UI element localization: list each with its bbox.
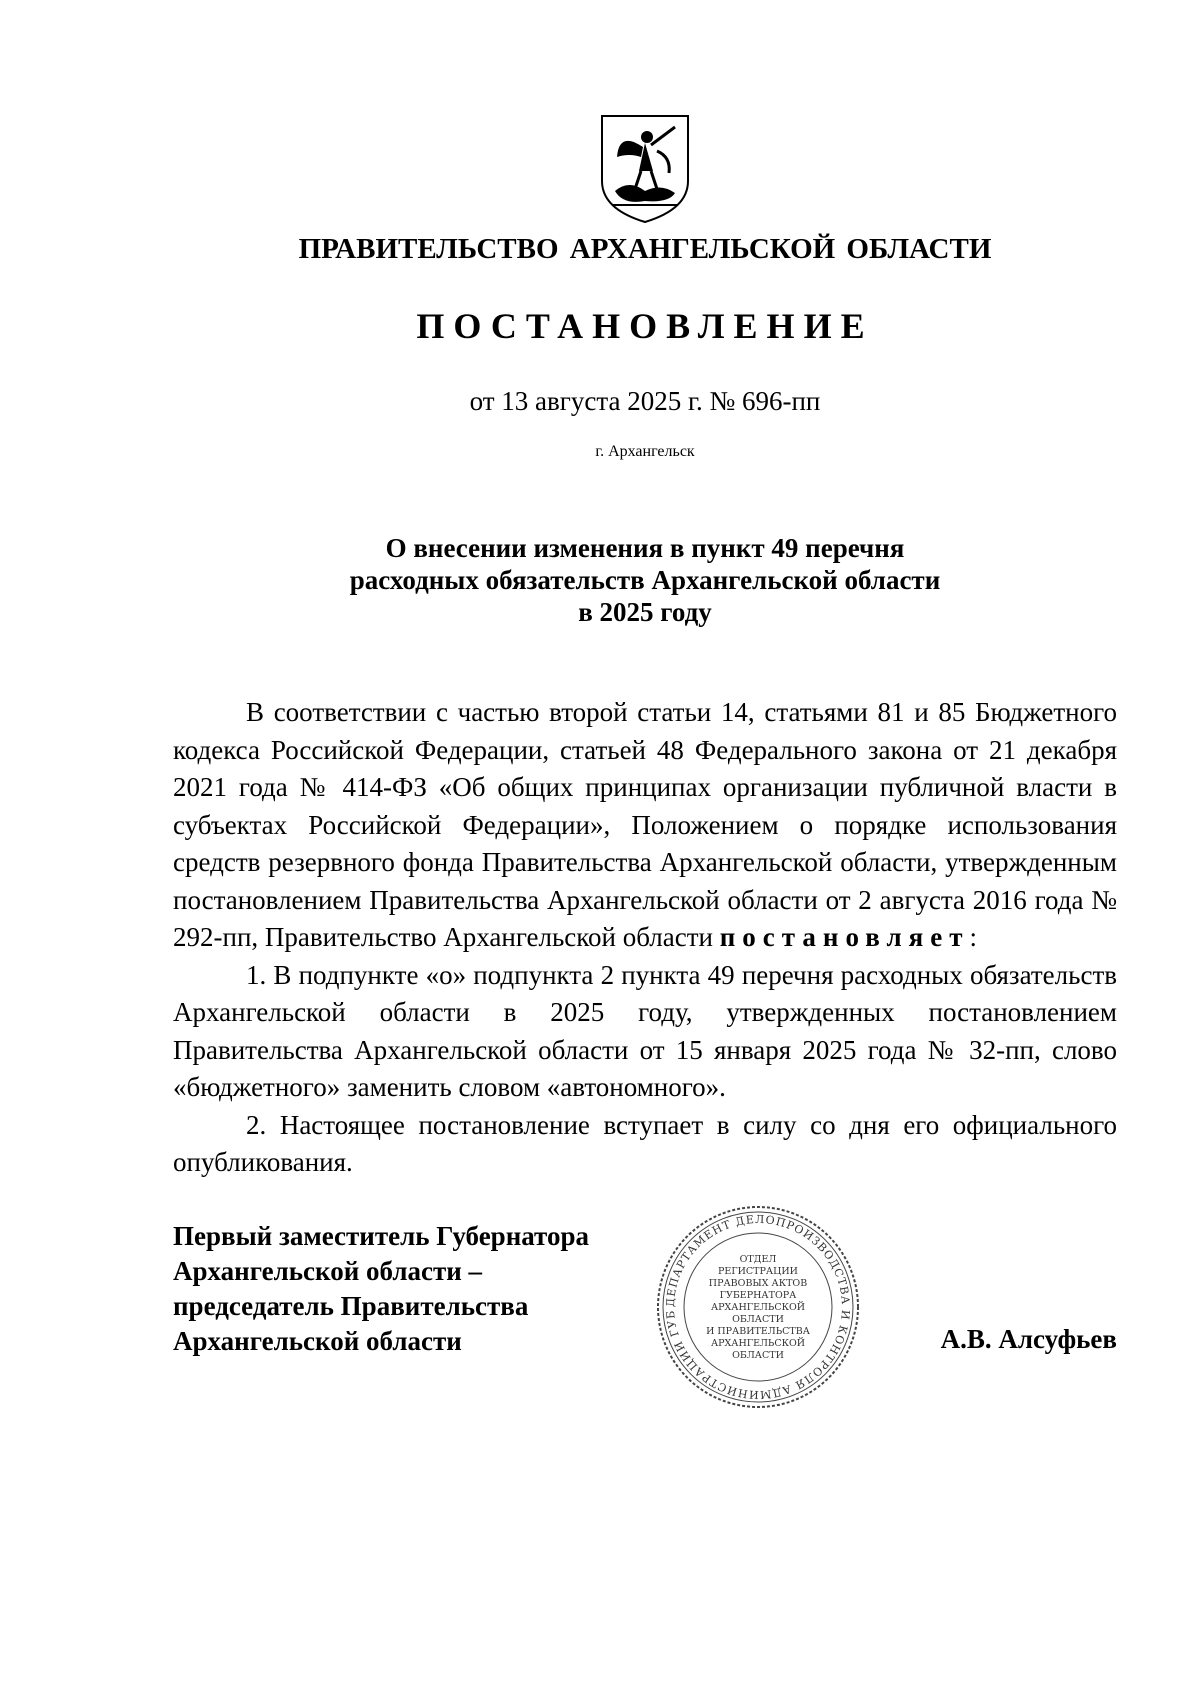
signer-line: Первый заместитель Губернатора (173, 1221, 589, 1251)
document-title (0, 532, 1200, 628)
official-seal (655, 1204, 861, 1410)
signer-line: председатель Правительства (173, 1291, 529, 1321)
seal-line: АРХАНГЕЛЬСКОЙ (710, 1338, 806, 1349)
coat-of-arms-icon (599, 113, 691, 225)
resolves-word: постановляет (719, 922, 970, 952)
seal-line: ОБЛАСТИ (732, 1314, 784, 1325)
document-date-number: от 13 августа 2025 г. № 696-пп (469, 386, 821, 416)
preamble-text: В соответствии с частью второй статьи 14, статьями 81 и 85 Бюджетного кодекса Российской Федерации, статьей 48 Федерального закона от 21 декабря 2021 года № 414-ФЗ «Об общих принципах организации публичной власти в субъектах Российской Федерации», Положением о порядке использования средств резервного фонда Правительства Архангельской области, утвержденным постановлением Правительства Архангельской области от 2 августа 2016 года № 292-пп, Правительство Архангельской области (173, 697, 1117, 952)
seal-line: ГУБЕРНАТОРА (719, 1290, 797, 1301)
preamble-paragraph (173, 694, 1117, 957)
title-line: расходных обязательств Архангельской области (349, 565, 941, 595)
seal-line: ОБЛАСТИ (732, 1350, 784, 1361)
title-line: О внесении изменения в пункт 49 перечня (385, 533, 905, 563)
organization-name: ПРАВИТЕЛЬСТВО АРХАНГЕЛЬСКОЙ ОБЛАСТИ (298, 233, 992, 265)
title-line: в 2025 году (578, 597, 712, 627)
signer-name: А.В. Алсуфьев (940, 1324, 1117, 1354)
seal-line: ОТДЕЛ (739, 1254, 777, 1265)
seal-line: АРХАНГЕЛЬСКОЙ (710, 1302, 806, 1313)
svg-text:ДЕПАРТАМЕНТ ДЕЛОПРОИЗВОДСТВА И: ДЕПАРТАМЕНТ ДЕЛОПРОИЗВОДСТВА И КОНТРОЛЯ АДМИНИСТРАЦИИ ГУБ (663, 1212, 853, 1402)
document-body (173, 694, 1117, 1182)
signer-line: Архангельской области – (173, 1256, 483, 1286)
document-type: ПОСТАНОВЛЕНИЕ (416, 306, 874, 346)
seal-line: РЕГИСТРАЦИИ (718, 1266, 798, 1277)
document-city: г. Архангельск (595, 443, 695, 460)
seal-line: И ПРАВИТЕЛЬСТВА (706, 1326, 810, 1337)
signer-line: Архангельской области (173, 1326, 462, 1356)
seal-line: ПРАВОВЫХ АКТОВ (708, 1278, 808, 1289)
signer-position (173, 1219, 589, 1359)
item-2: 2. Настоящее постановление вступает в силу со дня его официального опубликования. (173, 1109, 1117, 1177)
item-1: 1. В подпункте «о» подпункта 2 пункта 49 перечня расходных обязательств Архангельской области в 2025 году, утвержденных постановлением Правительства Архангельской области от 15 января 2025 года № 32-пп, слово «бюджетного» заменить словом «автономного». (173, 959, 1117, 1102)
resolves-colon: : (969, 922, 978, 952)
